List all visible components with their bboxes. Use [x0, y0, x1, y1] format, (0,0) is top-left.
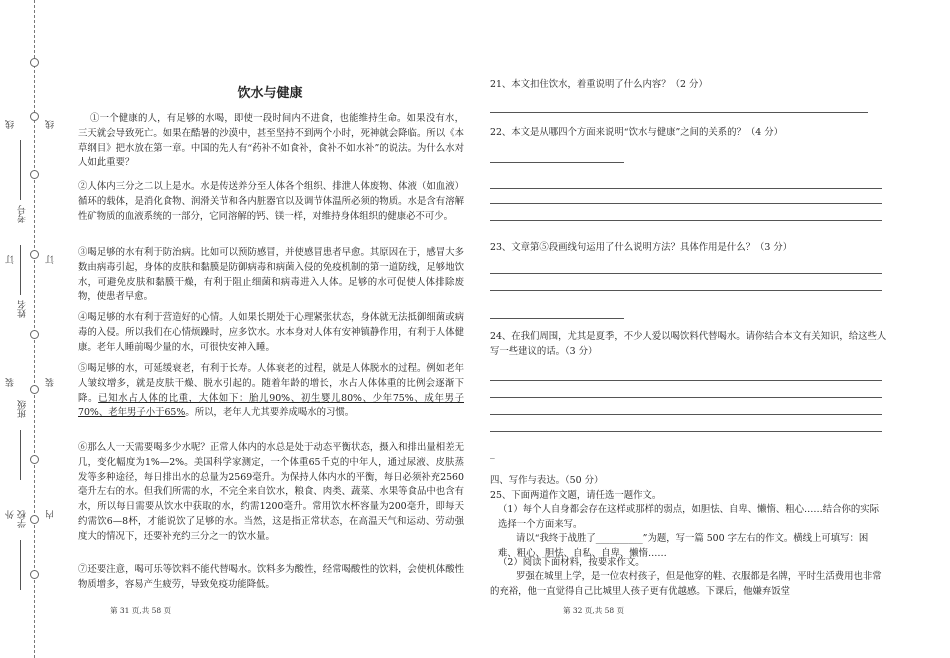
dash-mark: _ — [490, 448, 495, 459]
paragraph-5-underlined: 已知水占人体的比重，大体如下：胎儿90%、初生婴儿80%、少年75%、成年男子70%、老年男子小于65% — [78, 392, 464, 419]
essay-topic-2: （2）阅读下面材料，按要求作文。 — [498, 557, 645, 568]
binding-label-mount: 装 — [6, 378, 16, 387]
name-field[interactable] — [20, 245, 21, 295]
paragraph-5-end: 。所以，老年人尤其要养成喝水的习惯。 — [185, 407, 355, 419]
answer-line[interactable] — [490, 220, 882, 221]
left-page — [70, 0, 470, 658]
answer-line[interactable] — [490, 188, 882, 189]
binding-hole — [30, 455, 39, 464]
binding-hole — [30, 170, 39, 179]
paragraph-2: ②人体内三分之二以上是水。水是传送养分至人体各个组织、排泄人体废物、体液（如血液）循环的载体，是消化食物、润滑关节和各内脏器官以及调节体温所必须的物质。水是含有溶解性矿物质的血液系统的一部分，它同溶解的钙、镁一样，对维持身体组织的健康必不可少。 — [78, 181, 464, 222]
paragraph-3: ③喝足够的水有利于防治病。比如可以预防感冒，并使感冒患者早愈。其原因在于，感冒大多数由病毒引起，身体的皮肤和黏膜是防御病毒和病菌入侵的免疫机制的第一道防线，足够地饮水，可避免皮肤和黏膜干燥，有利于阻止细菌和病毒进入人体。足够的水可促使人体排除废物，使患者早愈。 — [78, 247, 464, 303]
answer-line[interactable] — [490, 397, 882, 398]
exam-number-field[interactable] — [20, 140, 21, 200]
answer-line[interactable] — [490, 318, 624, 319]
question-22: 22、本文是从哪四个方面来说明“饮水与健康”之间的关系的？（4 分） — [490, 127, 783, 138]
essay-topic-2-material: 罗强在城里上学，是一位农村孩子，但是他穿的鞋、衣服都是名牌，平时生活费用也非常的充裕，他一直觉得自己比城里人孩子更有优越感。下课后，他嫌弃饭堂 — [490, 571, 882, 597]
page-footer: 第 31 页,共 58 页 — [110, 606, 172, 615]
answer-line[interactable] — [490, 290, 882, 291]
question-25: 25、下面两道作文题，请任选一题作文。 — [490, 490, 662, 501]
binding-hole — [30, 515, 39, 524]
question-23: 23、文章第⑤段画线句运用了什么说明方法？具体作用是什么？（3 分） — [490, 242, 793, 253]
cut-line — [34, 0, 35, 658]
essay-topic-1: （1）每个人自身都会存在这样或那样的弱点，如胆怯、自卑、懒惰、粗心……结合你的实际选择一个方面来写。 — [498, 504, 879, 530]
school-label: 学校 — [18, 510, 28, 528]
article-title: 饮水与健康 — [237, 86, 303, 101]
paragraph-7: ⑦还要注意，喝可乐等饮料不能代替喝水。饮料多为酸性，经常喝酸性的饮料，会使机体酸性物质增多，容易产生疲劳，导致免疫功能降低。 — [78, 564, 464, 590]
section-four-heading: 四、写作与表达。（50 分） — [490, 475, 604, 486]
question-21: 21、本文扣住饮水，着重说明了什么内容？（2 分） — [490, 79, 708, 90]
answer-line[interactable] — [490, 380, 882, 381]
answer-line[interactable] — [490, 414, 882, 415]
essay-topic-1-instruction: 请以“我终于战胜了__________”为题，写一篇 500 字左右的作文。横线上可填写：困难、粗心、胆怯、自私、自卑、懒惰…… — [498, 533, 869, 559]
binding-hole — [30, 112, 39, 121]
class-field[interactable] — [20, 430, 21, 480]
page-footer: 第 32 页,共 58 页 — [563, 606, 625, 615]
binding-hole — [30, 385, 39, 394]
binding-label-mount: 装 — [46, 378, 56, 387]
school-field[interactable] — [20, 540, 21, 590]
binding-hole — [30, 570, 39, 579]
binding-hole — [30, 58, 39, 67]
paragraph-6: ⑥那么人一天需要喝多少水呢？正常人体内的水总是处于动态平衡状态，摄入和排出量相差无几，变化幅度为1%—2%。美国科学家测定，一个体重65千克的中年人，通过尿液、皮肤蒸发等多种途径，每日排出水的总量为2569毫升。为保持人体内水的平衡，每日必须补充2560毫升左右的水。但我们所需的水，不完全来自饮水，粮食、肉类、蔬菜、水果等食品中也含有水，所以每日需要从饮水中获取的水，约需1200毫升。常用饮水杯容量为200毫升，即每天约需饮6—8杯，才能说饮了足够的水。当然，这是指正常状态，在高温天气和运动、劳动强度大的情况下，还要补充约三分之一的饮水量。 — [78, 442, 464, 542]
binding-label-line: 线 — [46, 120, 56, 129]
class-label: 班级 — [18, 400, 28, 418]
binding-hole — [30, 250, 39, 259]
binding-label-bind: 订 — [46, 255, 56, 264]
answer-line[interactable] — [490, 203, 882, 204]
right-page — [478, 0, 898, 658]
answer-line[interactable] — [490, 162, 624, 163]
binding-hole — [30, 330, 39, 339]
binding-label-outer: 外 — [6, 510, 16, 519]
binding-label-inner: 内 — [46, 510, 56, 519]
paragraph-5 — [78, 362, 464, 421]
answer-line[interactable] — [490, 273, 882, 274]
question-24: 24、在我们周围，尤其是夏季，不少人爱以喝饮料代替喝水。请你结合本文有关知识，给这些人写一些建议的话。（3 分） — [490, 331, 887, 357]
answer-line[interactable] — [490, 431, 882, 432]
paragraph-4: ④喝足够的水有利于营造好的心情。人如果长期处于心理紧张状态，身体就无法抵御细菌或病毒的入侵。所以我们在心情烦躁时，应多饮水。水本身对人体有安神镇静作用，有利于人体健康。老年人睡前喝少量的水，可很快安神入睡。 — [78, 312, 464, 353]
binding-label-line: 线 — [6, 120, 16, 129]
answer-line[interactable] — [490, 112, 868, 113]
binding-label-bind: 订 — [6, 255, 16, 264]
paragraph-1: ①一个健康的人，有足够的水喝，即使一段时间内不进食，也能维持生命。如果没有水，三天就会导致死亡。如果在酷暑的沙漠中，甚至坚持不到两个小时，死神就会降临。所以《本草纲目》把水放在第一章。中国的先人有“药补不如食补，食补不如水补”的说法。为什么水对人如此重要？ — [78, 113, 464, 169]
name-label: 姓名 — [18, 300, 28, 318]
paragraph-5-text: ⑤喝足够的水，可延缓衰老，有利于长寿。人体衰老的过程，就是人体脱水的过程。例如老年人皱纹增多，就是皮肤干燥、脱水引起的。随着年龄的增长，水占人体体重的比例会逐渐下降。 — [78, 363, 464, 404]
exam-number-label: 考号 — [18, 205, 28, 223]
binding-margin — [0, 0, 70, 658]
